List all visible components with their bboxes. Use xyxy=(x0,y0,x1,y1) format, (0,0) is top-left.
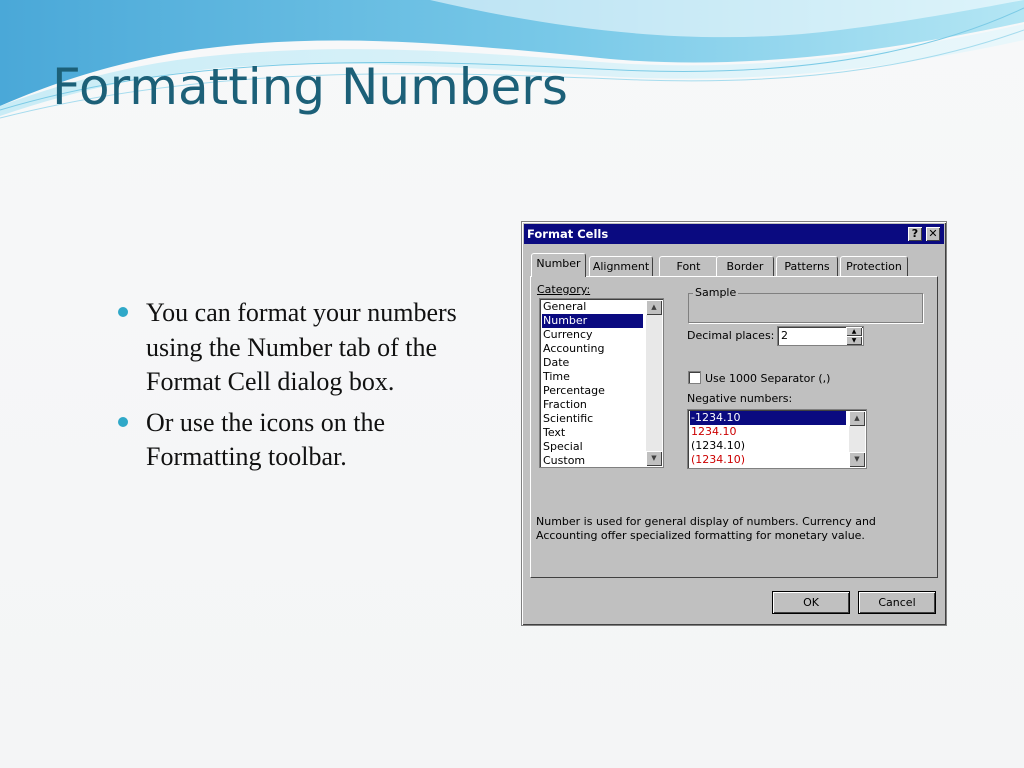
category-item-general[interactable]: General xyxy=(543,300,587,313)
bullet-text: Or use the icons on the Formatting toolbar. xyxy=(146,407,386,471)
tab-alignment[interactable]: Alignment xyxy=(589,256,653,276)
bullet-dot-icon xyxy=(118,417,128,427)
scroll-up-icon[interactable]: ▲ xyxy=(849,411,865,426)
negative-format-item[interactable]: -1234.10 xyxy=(690,411,846,425)
use-separator-checkbox[interactable] xyxy=(688,371,701,384)
negative-format-item[interactable]: (1234.10) xyxy=(691,453,746,466)
bullet-text: You can format your numbers using the Number tab of the Format Cell dialog box. xyxy=(146,298,457,396)
decimal-places-label: Decimal places: xyxy=(687,329,775,342)
negative-numbers-list[interactable] xyxy=(687,409,867,469)
category-item-currency[interactable]: Currency xyxy=(543,328,593,341)
bullet-item xyxy=(118,296,488,400)
category-item-accounting[interactable]: Accounting xyxy=(543,342,605,355)
use-separator-label[interactable]: Use 1000 Separator (,) xyxy=(705,372,831,385)
number-tab-panel xyxy=(530,276,938,578)
tab-patterns[interactable]: Patterns xyxy=(776,256,838,276)
category-item-percentage[interactable]: Percentage xyxy=(543,384,605,397)
scroll-up-icon[interactable]: ▲ xyxy=(646,300,662,315)
decimal-places-value: 2 xyxy=(781,329,788,342)
category-item-text[interactable]: Text xyxy=(543,426,566,439)
sample-group xyxy=(688,286,923,323)
cancel-button[interactable]: Cancel xyxy=(858,591,936,614)
category-item-custom[interactable]: Custom xyxy=(543,454,586,467)
slide-title: Formatting Numbers xyxy=(52,58,568,116)
category-item-number[interactable]: Number xyxy=(542,314,643,328)
dialog-title: Format Cells xyxy=(527,227,609,241)
scroll-down-icon[interactable]: ▼ xyxy=(849,452,865,467)
close-button[interactable]: ✕ xyxy=(926,227,940,241)
spin-down-icon[interactable]: ▼ xyxy=(846,336,862,345)
format-description: Number is used for general display of numbers. Currency and Accounting offer specialized formatting for monetary value. xyxy=(536,515,876,542)
dialog-titlebar[interactable] xyxy=(524,224,944,244)
negative-numbers-label: Negative numbers: xyxy=(687,392,793,405)
spin-up-icon[interactable]: ▲ xyxy=(846,327,862,336)
negative-format-item[interactable]: (1234.10) xyxy=(691,439,746,452)
category-label: Category: xyxy=(537,283,591,296)
category-list[interactable] xyxy=(539,298,664,468)
category-item-fraction[interactable]: Fraction xyxy=(543,398,587,411)
format-cells-dialog xyxy=(521,221,947,626)
tab-border[interactable]: Border xyxy=(716,256,774,276)
sample-label: Sample xyxy=(695,286,737,299)
category-item-time[interactable]: Time xyxy=(543,370,570,383)
decimal-places-stepper[interactable] xyxy=(777,326,864,346)
bullet-list xyxy=(118,296,488,481)
ok-button[interactable]: OK xyxy=(772,591,850,614)
category-item-special[interactable]: Special xyxy=(543,440,583,453)
scroll-down-icon[interactable]: ▼ xyxy=(646,451,662,466)
tab-font[interactable]: Font xyxy=(659,256,718,276)
tab-number[interactable]: Number xyxy=(531,253,586,277)
negative-format-item[interactable]: 1234.10 xyxy=(691,425,737,438)
bullet-dot-icon xyxy=(118,307,128,317)
bullet-item xyxy=(118,406,488,475)
help-button[interactable]: ? xyxy=(908,227,922,241)
category-scrollbar[interactable] xyxy=(646,300,662,466)
negative-scrollbar[interactable] xyxy=(849,411,865,467)
tab-protection[interactable]: Protection xyxy=(840,256,908,276)
category-item-scientific[interactable]: Scientific xyxy=(543,412,594,425)
category-item-date[interactable]: Date xyxy=(543,356,570,369)
